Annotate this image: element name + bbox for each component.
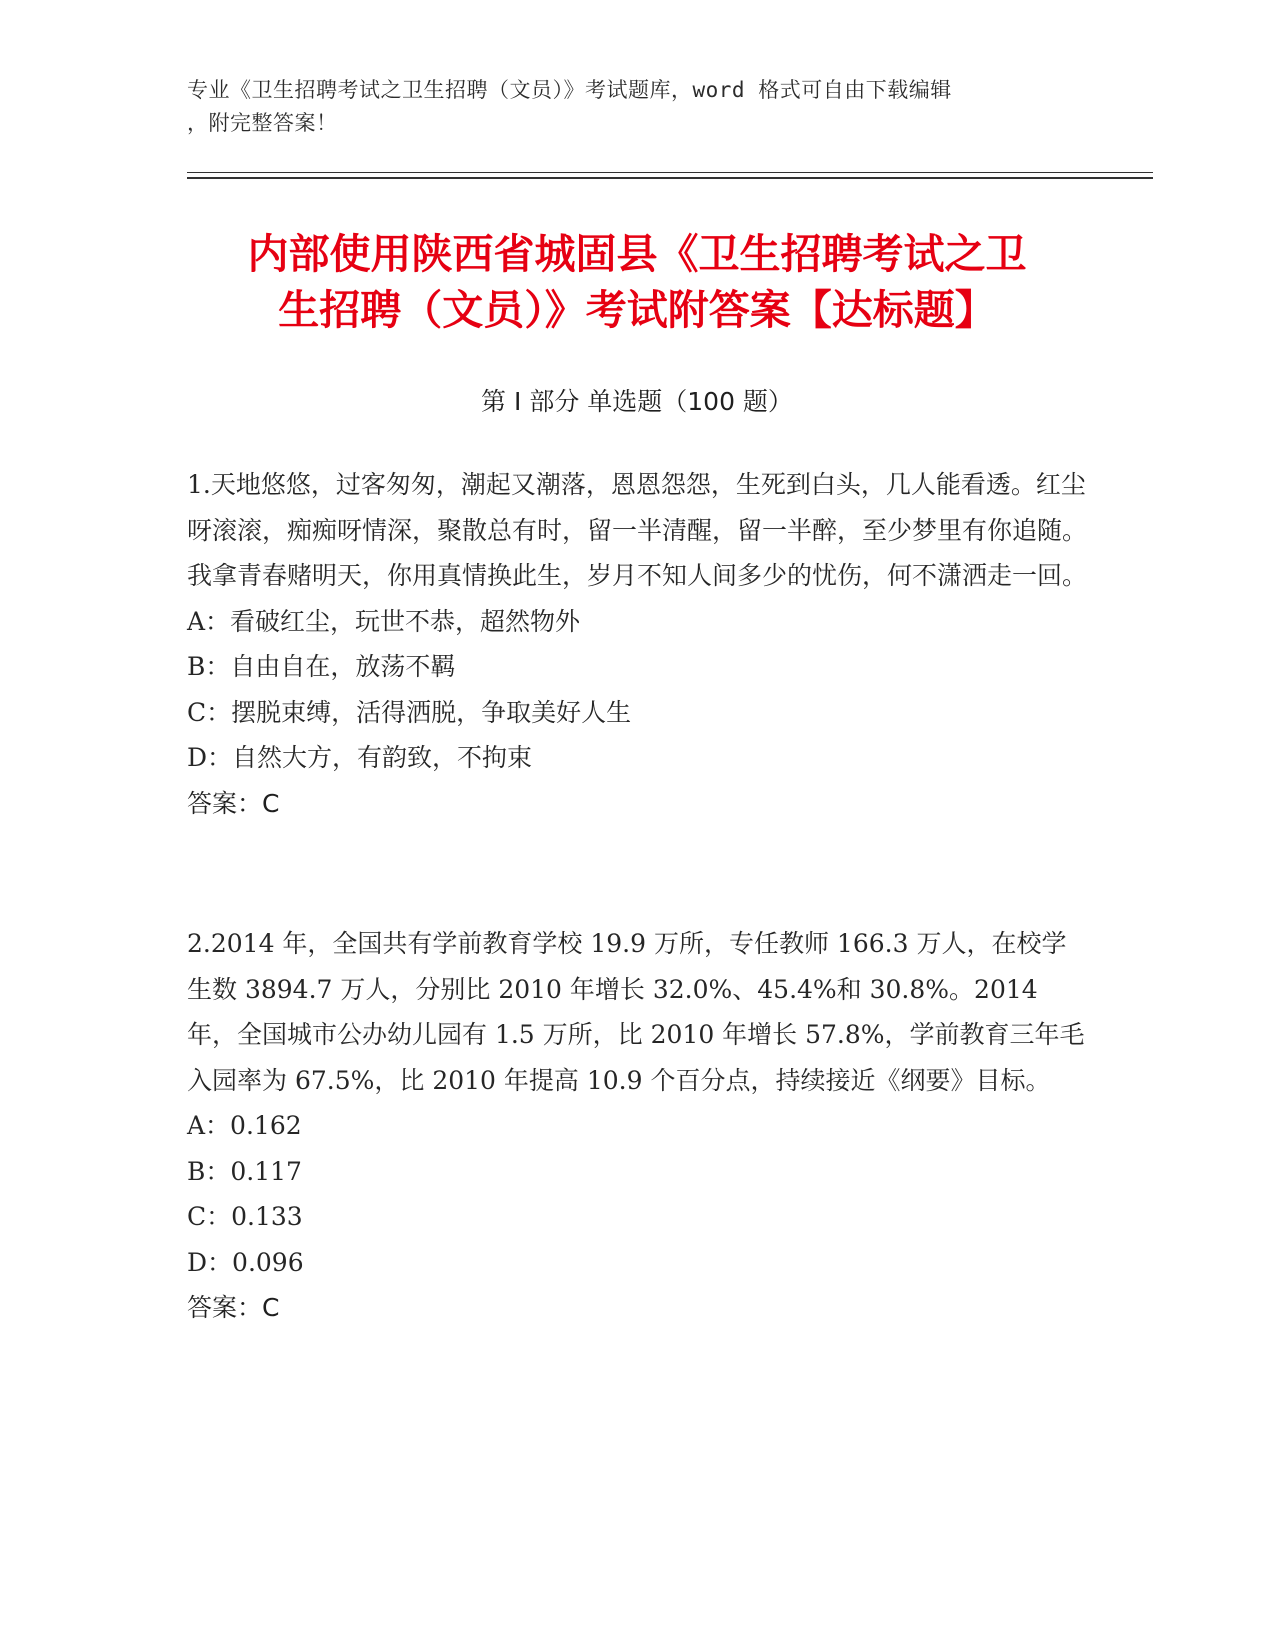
question-2-option-c: C：0.133: [187, 1202, 303, 1231]
question-1-option-c: C：摆脱束缚，活得洒脱，争取美好人生: [187, 697, 632, 727]
question-2-text: 2.2014 年，全国共有学前教育学校 19.9 万所，专任教师 166.3 万人，在校学生数 3894.7 万人，分别比 2010 年增长 32.0%、45.4%和 30.8%。2014 年，全国城市公办幼儿园有 1.5 万所，比 2010 年增长 57.8%，学前教育三年毛入园率为 67.5%，比 2010 年提高 10.9 个百分点，持续接近《纲要》目标。: [187, 929, 1085, 1095]
question-1: [187, 462, 1087, 826]
question-2: [187, 921, 1087, 1331]
question-1-option-b: B：自由自在，放荡不羁: [187, 652, 456, 681]
question-2-answer: 答案：C: [187, 1293, 280, 1322]
question-1-answer: 答案：C: [187, 788, 280, 818]
header-note-line-1: 专业《卫生招聘考试之卫生招聘（文员）》考试题库，word 格式可自由下载编辑: [187, 78, 952, 102]
question-1-option-a: A：看破红尘，玩世不恭，超然物外: [187, 606, 581, 636]
header-note: [187, 74, 1067, 140]
document-title-line-1: 内部使用陕西省城固县《卫生招聘考试之卫: [247, 230, 1027, 278]
question-1-option-d: D：自然大方，有韵致，不拘束: [187, 743, 533, 772]
header-divider-thick: [187, 177, 1153, 179]
document-title-line-2: 生招聘（文员）》考试附答案【达标题】: [278, 286, 996, 334]
section-heading: 第 I 部分 单选题（100 题）: [481, 387, 793, 416]
question-1-text: 1.天地悠悠，过客匆匆，潮起又潮落，恩恩怨怨，生死到白头，几人能看透。红尘呀滚滚，痴痴呀情深，聚散总有时，留一半清醒，留一半醉，至少梦里有你追随。我拿青春赌明天，你用真情换此生，岁月不知人间多少的忧伤，何不潇洒走一回。: [187, 470, 1088, 590]
document-title: [187, 226, 1087, 338]
question-2-option-a: A：0.162: [187, 1111, 302, 1140]
question-2-option-b: B：0.117: [187, 1156, 302, 1186]
question-2-option-d: D：0.096: [187, 1247, 304, 1277]
header-note-line-2: ，附完整答案！: [187, 111, 338, 135]
header-divider-thin: [187, 172, 1153, 173]
